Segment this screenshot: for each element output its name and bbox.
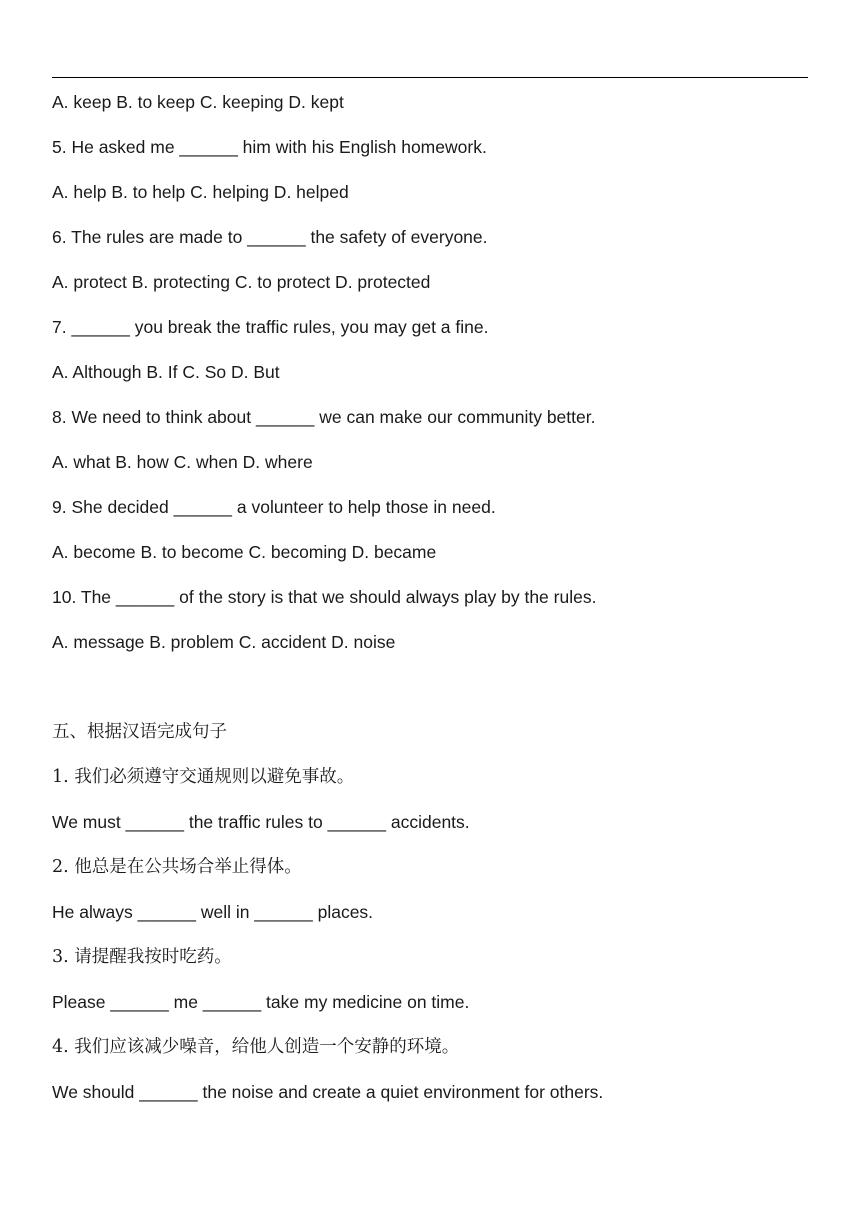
options-q4: A. keep B. to keep C. keeping D. kept — [52, 92, 344, 112]
prompt-2-chinese: 2. 他总是在公共场合举止得体。 — [52, 857, 302, 877]
question-10: 10. The ______ of the story is that we should always play by the rules. — [52, 587, 597, 607]
options-q10: A. message B. problem C. accident D. noise — [52, 632, 396, 652]
options-q9: A. become B. to become C. becoming D. became — [52, 542, 437, 562]
header-rule — [52, 77, 808, 78]
options-q7: A. Although B. If C. So D. But — [52, 362, 280, 382]
options-q8: A. what B. how C. when D. where — [52, 452, 313, 472]
section-heading: 五、根据汉语完成句子 — [52, 722, 227, 742]
options-q5: A. help B. to help C. helping D. helped — [52, 182, 349, 202]
question-9: 9. She decided ______ a volunteer to help those in need. — [52, 497, 496, 517]
prompt-4-chinese: 4. 我们应该减少噪音，给他人创造一个安静的环境。 — [52, 1037, 460, 1057]
sentence-4-english: We should ______ the noise and create a quiet environment for others. — [52, 1082, 604, 1102]
question-7: 7. ______ you break the traffic rules, you may get a fine. — [52, 317, 489, 337]
sentence-1-english: We must ______ the traffic rules to ______ accidents. — [52, 812, 470, 832]
sentence-2-english: He always ______ well in ______ places. — [52, 902, 374, 922]
prompt-3-chinese: 3. 请提醒我按时吃药。 — [52, 947, 232, 967]
options-q6: A. protect B. protecting C. to protect D. protected — [52, 272, 431, 292]
question-6: 6. The rules are made to ______ the safety of everyone. — [52, 227, 488, 247]
sentence-3-english: Please ______ me ______ take my medicine on time. — [52, 992, 470, 1012]
question-5: 5. He asked me ______ him with his English homework. — [52, 137, 487, 157]
question-8: 8. We need to think about ______ we can make our community better. — [52, 407, 596, 427]
prompt-1-chinese: 1. 我们必须遵守交通规则以避免事故。 — [52, 767, 355, 787]
